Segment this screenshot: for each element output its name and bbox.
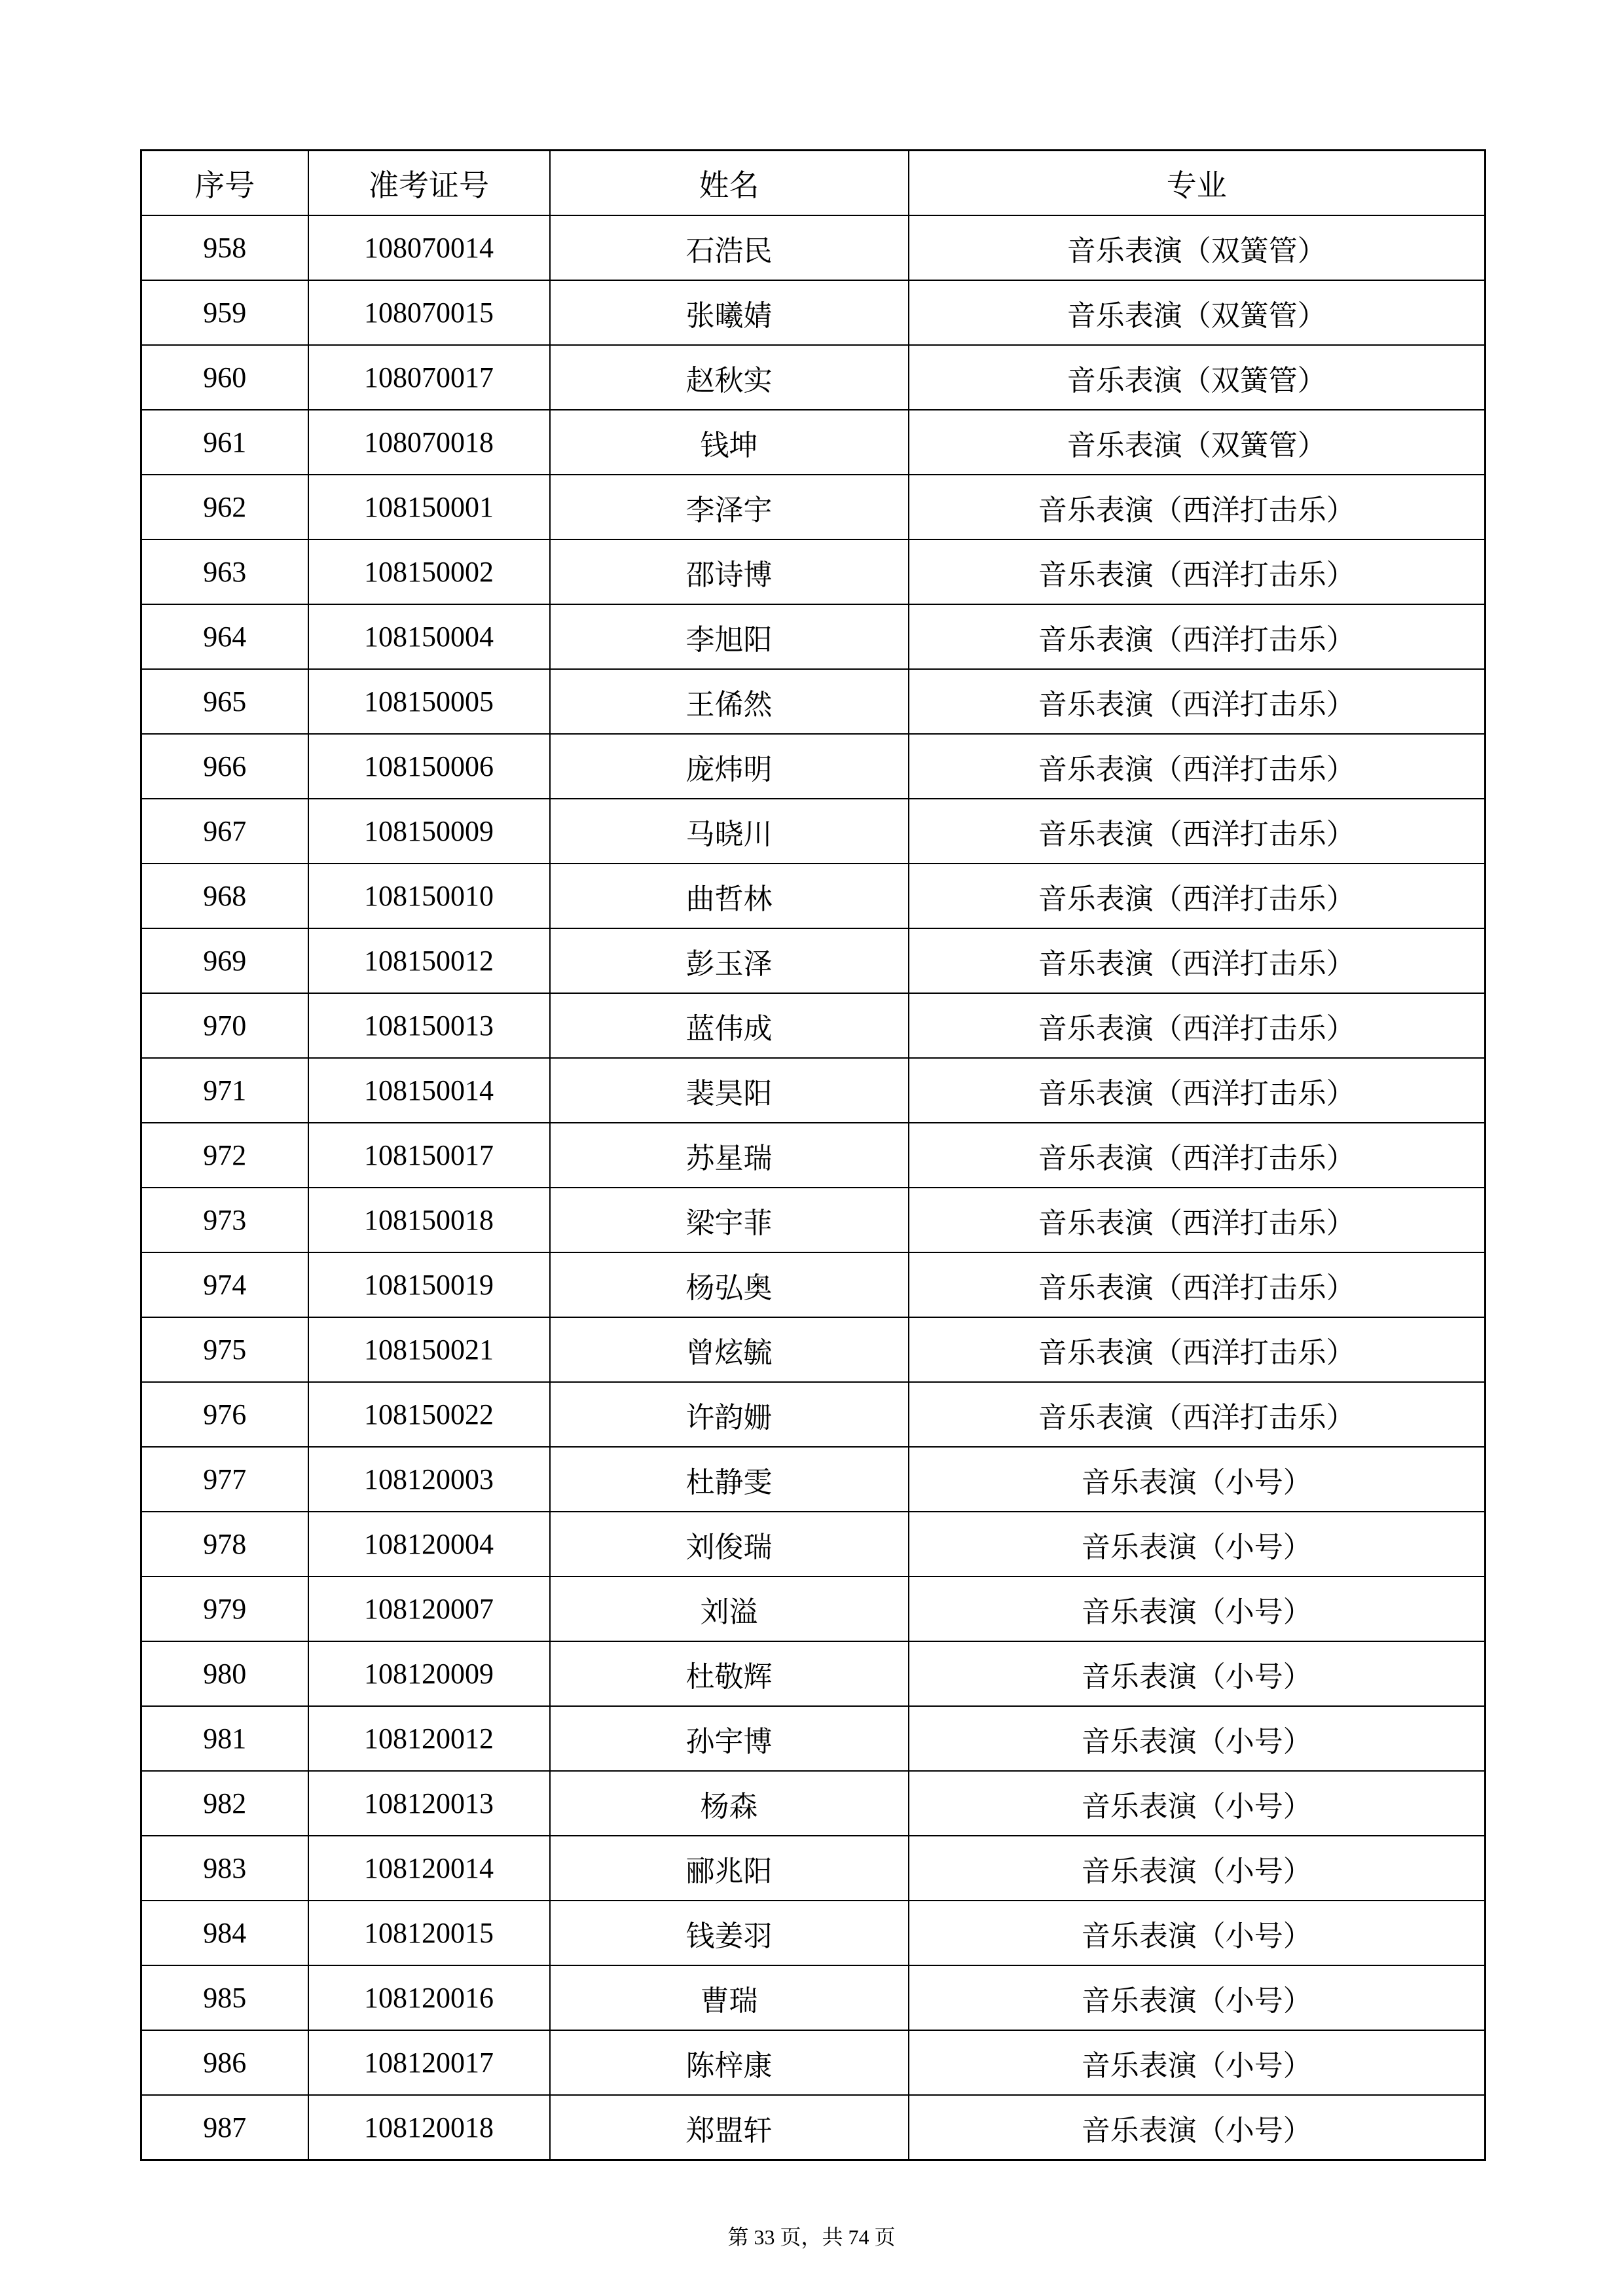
cell-name: 梁宇菲 bbox=[550, 1188, 909, 1252]
table-row bbox=[141, 1317, 1486, 1382]
cell-name: 裴昊阳 bbox=[550, 1058, 909, 1123]
table-row bbox=[141, 1252, 1486, 1317]
cell-name: 刘俊瑞 bbox=[550, 1512, 909, 1576]
cell-name: 曾炫毓 bbox=[550, 1317, 909, 1382]
cell-seq: 987 bbox=[141, 2095, 308, 2160]
cell-name: 曹瑞 bbox=[550, 1965, 909, 2030]
cell-name: 王俙然 bbox=[550, 669, 909, 734]
cell-seq: 961 bbox=[141, 410, 308, 475]
cell-major: 音乐表演（西洋打击乐） bbox=[909, 1058, 1486, 1123]
cell-name: 杨森 bbox=[550, 1771, 909, 1836]
table-row bbox=[141, 215, 1486, 280]
cell-seq: 973 bbox=[141, 1188, 308, 1252]
table-row bbox=[141, 1965, 1486, 2030]
cell-exam-id: 108120003 bbox=[308, 1447, 550, 1512]
table-row bbox=[141, 1512, 1486, 1576]
cell-exam-id: 108120015 bbox=[308, 1901, 550, 1965]
cell-exam-id: 108070015 bbox=[308, 280, 550, 345]
header-seq: 序号 bbox=[141, 151, 308, 216]
cell-exam-id: 108150019 bbox=[308, 1252, 550, 1317]
cell-seq: 971 bbox=[141, 1058, 308, 1123]
cell-name: 蓝伟成 bbox=[550, 993, 909, 1058]
cell-exam-id: 108150018 bbox=[308, 1188, 550, 1252]
cell-name: 彭玉泽 bbox=[550, 928, 909, 993]
cell-name: 马晓川 bbox=[550, 799, 909, 864]
cell-exam-id: 108120013 bbox=[308, 1771, 550, 1836]
cell-major: 音乐表演（西洋打击乐） bbox=[909, 604, 1486, 669]
header-exam-id: 准考证号 bbox=[308, 151, 550, 216]
cell-seq: 975 bbox=[141, 1317, 308, 1382]
cell-seq: 968 bbox=[141, 864, 308, 928]
cell-exam-id: 108150021 bbox=[308, 1317, 550, 1382]
cell-major: 音乐表演（小号） bbox=[909, 1771, 1486, 1836]
cell-seq: 980 bbox=[141, 1641, 308, 1706]
cell-seq: 986 bbox=[141, 2030, 308, 2095]
cell-major: 音乐表演（小号） bbox=[909, 2095, 1486, 2160]
table-row bbox=[141, 1576, 1486, 1641]
table-row bbox=[141, 1706, 1486, 1771]
cell-name: 赵秋实 bbox=[550, 345, 909, 410]
table-row bbox=[141, 1058, 1486, 1123]
table-row bbox=[141, 410, 1486, 475]
cell-exam-id: 108150002 bbox=[308, 539, 550, 604]
cell-seq: 963 bbox=[141, 539, 308, 604]
cell-exam-id: 108150013 bbox=[308, 993, 550, 1058]
cell-exam-id: 108150010 bbox=[308, 864, 550, 928]
table-row bbox=[141, 1641, 1486, 1706]
table-row bbox=[141, 539, 1486, 604]
cell-seq: 979 bbox=[141, 1576, 308, 1641]
header-major: 专业 bbox=[909, 151, 1486, 216]
cell-major: 音乐表演（双簧管） bbox=[909, 410, 1486, 475]
table-row bbox=[141, 734, 1486, 799]
table-row bbox=[141, 2030, 1486, 2095]
cell-seq: 960 bbox=[141, 345, 308, 410]
cell-seq: 962 bbox=[141, 475, 308, 539]
cell-seq: 984 bbox=[141, 1901, 308, 1965]
table-row bbox=[141, 799, 1486, 864]
cell-seq: 981 bbox=[141, 1706, 308, 1771]
cell-major: 音乐表演（西洋打击乐） bbox=[909, 475, 1486, 539]
cell-exam-id: 108150004 bbox=[308, 604, 550, 669]
cell-seq: 965 bbox=[141, 669, 308, 734]
cell-exam-id: 108070017 bbox=[308, 345, 550, 410]
table-row bbox=[141, 1771, 1486, 1836]
cell-exam-id: 108120007 bbox=[308, 1576, 550, 1641]
cell-major: 音乐表演（小号） bbox=[909, 1706, 1486, 1771]
cell-major: 音乐表演（西洋打击乐） bbox=[909, 1317, 1486, 1382]
table-row bbox=[141, 345, 1486, 410]
table-row bbox=[141, 1901, 1486, 1965]
cell-seq: 974 bbox=[141, 1252, 308, 1317]
cell-major: 音乐表演（西洋打击乐） bbox=[909, 1252, 1486, 1317]
cell-seq: 982 bbox=[141, 1771, 308, 1836]
table-row bbox=[141, 928, 1486, 993]
cell-name: 刘溢 bbox=[550, 1576, 909, 1641]
cell-seq: 966 bbox=[141, 734, 308, 799]
cell-exam-id: 108150012 bbox=[308, 928, 550, 993]
cell-major: 音乐表演（小号） bbox=[909, 1576, 1486, 1641]
cell-exam-id: 108150001 bbox=[308, 475, 550, 539]
cell-major: 音乐表演（西洋打击乐） bbox=[909, 539, 1486, 604]
table-row bbox=[141, 1123, 1486, 1188]
cell-major: 音乐表演（西洋打击乐） bbox=[909, 799, 1486, 864]
cell-major: 音乐表演（西洋打击乐） bbox=[909, 993, 1486, 1058]
cell-name: 孙宇博 bbox=[550, 1706, 909, 1771]
cell-exam-id: 108120004 bbox=[308, 1512, 550, 1576]
cell-major: 音乐表演（小号） bbox=[909, 1641, 1486, 1706]
table-row bbox=[141, 1836, 1486, 1901]
cell-name: 杜敬辉 bbox=[550, 1641, 909, 1706]
cell-exam-id: 108150005 bbox=[308, 669, 550, 734]
table-row bbox=[141, 669, 1486, 734]
page-number-footer: 第 33 页，共 74 页 bbox=[727, 2225, 896, 2249]
cell-exam-id: 108120017 bbox=[308, 2030, 550, 2095]
cell-major: 音乐表演（小号） bbox=[909, 1836, 1486, 1901]
cell-seq: 970 bbox=[141, 993, 308, 1058]
cell-name: 钱姜羽 bbox=[550, 1901, 909, 1965]
cell-name: 李旭阳 bbox=[550, 604, 909, 669]
cell-name: 钱坤 bbox=[550, 410, 909, 475]
cell-name: 曲哲林 bbox=[550, 864, 909, 928]
table-row bbox=[141, 1188, 1486, 1252]
cell-name: 郦兆阳 bbox=[550, 1836, 909, 1901]
cell-exam-id: 108070018 bbox=[308, 410, 550, 475]
cell-exam-id: 108120016 bbox=[308, 1965, 550, 2030]
cell-major: 音乐表演（小号） bbox=[909, 1901, 1486, 1965]
cell-name: 邵诗博 bbox=[550, 539, 909, 604]
cell-major: 音乐表演（小号） bbox=[909, 1512, 1486, 1576]
cell-seq: 978 bbox=[141, 1512, 308, 1576]
table-row bbox=[141, 475, 1486, 539]
table-row bbox=[141, 2095, 1486, 2160]
cell-seq: 976 bbox=[141, 1382, 308, 1447]
cell-exam-id: 108120014 bbox=[308, 1836, 550, 1901]
cell-name: 郑盟轩 bbox=[550, 2095, 909, 2160]
cell-exam-id: 108150022 bbox=[308, 1382, 550, 1447]
cell-exam-id: 108120009 bbox=[308, 1641, 550, 1706]
table-header bbox=[141, 151, 1486, 216]
cell-major: 音乐表演（西洋打击乐） bbox=[909, 1188, 1486, 1252]
table-row bbox=[141, 280, 1486, 345]
cell-major: 音乐表演（小号） bbox=[909, 1965, 1486, 2030]
cell-name: 陈梓康 bbox=[550, 2030, 909, 2095]
roster-table bbox=[140, 149, 1486, 2161]
cell-exam-id: 108150006 bbox=[308, 734, 550, 799]
cell-seq: 969 bbox=[141, 928, 308, 993]
cell-seq: 983 bbox=[141, 1836, 308, 1901]
cell-major: 音乐表演（小号） bbox=[909, 1447, 1486, 1512]
cell-name: 杨弘奥 bbox=[550, 1252, 909, 1317]
cell-major: 音乐表演（西洋打击乐） bbox=[909, 669, 1486, 734]
cell-exam-id: 108120018 bbox=[308, 2095, 550, 2160]
table-row bbox=[141, 1382, 1486, 1447]
cell-major: 音乐表演（西洋打击乐） bbox=[909, 928, 1486, 993]
table-row bbox=[141, 1447, 1486, 1512]
cell-name: 张曦婧 bbox=[550, 280, 909, 345]
cell-name: 杜静雯 bbox=[550, 1447, 909, 1512]
cell-major: 音乐表演（双簧管） bbox=[909, 280, 1486, 345]
cell-name: 许韵姗 bbox=[550, 1382, 909, 1447]
cell-name: 苏星瑞 bbox=[550, 1123, 909, 1188]
cell-major: 音乐表演（双簧管） bbox=[909, 345, 1486, 410]
cell-name: 庞炜明 bbox=[550, 734, 909, 799]
cell-seq: 959 bbox=[141, 280, 308, 345]
table-row bbox=[141, 864, 1486, 928]
cell-major: 音乐表演（双簧管） bbox=[909, 215, 1486, 280]
cell-major: 音乐表演（西洋打击乐） bbox=[909, 1123, 1486, 1188]
cell-major: 音乐表演（西洋打击乐） bbox=[909, 864, 1486, 928]
cell-seq: 972 bbox=[141, 1123, 308, 1188]
table-row bbox=[141, 604, 1486, 669]
cell-exam-id: 108150009 bbox=[308, 799, 550, 864]
table-row bbox=[141, 993, 1486, 1058]
cell-exam-id: 108070014 bbox=[308, 215, 550, 280]
header-name: 姓名 bbox=[550, 151, 909, 216]
cell-major: 音乐表演（小号） bbox=[909, 2030, 1486, 2095]
cell-exam-id: 108150017 bbox=[308, 1123, 550, 1188]
cell-major: 音乐表演（西洋打击乐） bbox=[909, 1382, 1486, 1447]
cell-seq: 967 bbox=[141, 799, 308, 864]
cell-seq: 958 bbox=[141, 215, 308, 280]
cell-seq: 964 bbox=[141, 604, 308, 669]
cell-major: 音乐表演（西洋打击乐） bbox=[909, 734, 1486, 799]
table-body bbox=[141, 215, 1486, 2160]
cell-exam-id: 108120012 bbox=[308, 1706, 550, 1771]
cell-seq: 977 bbox=[141, 1447, 308, 1512]
cell-name: 石浩民 bbox=[550, 215, 909, 280]
header-row bbox=[141, 151, 1486, 216]
cell-seq: 985 bbox=[141, 1965, 308, 2030]
cell-exam-id: 108150014 bbox=[308, 1058, 550, 1123]
cell-name: 李泽宇 bbox=[550, 475, 909, 539]
